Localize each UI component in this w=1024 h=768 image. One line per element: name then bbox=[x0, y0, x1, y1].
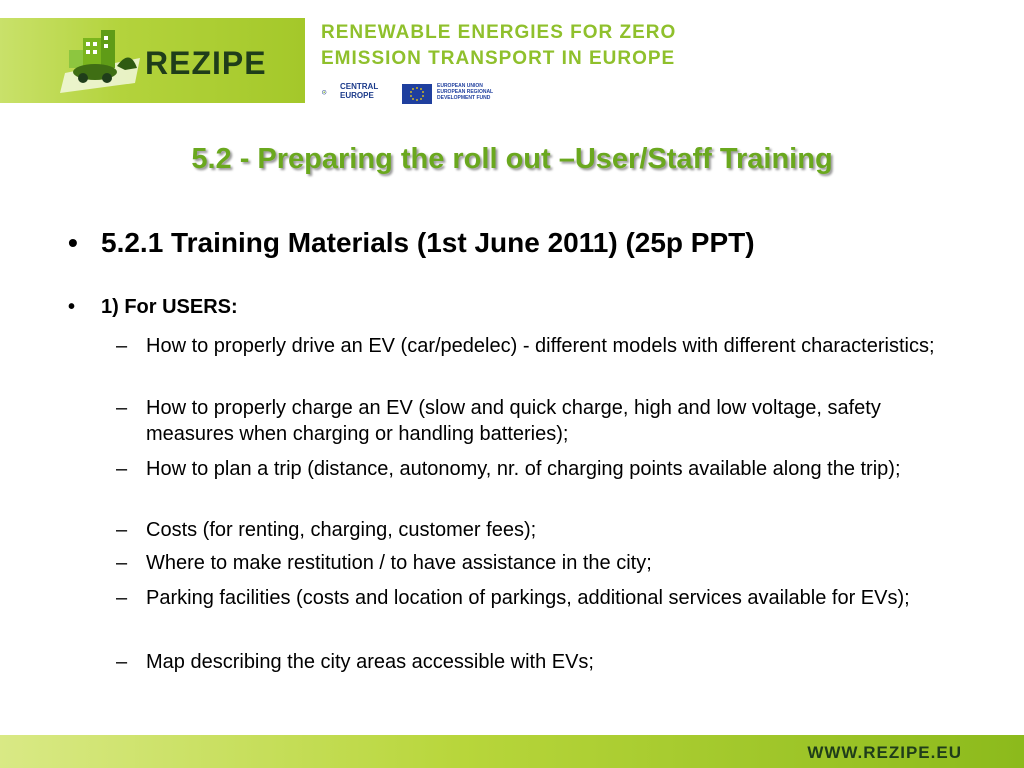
bullet-dot: • bbox=[68, 296, 76, 318]
dash-marker: – bbox=[116, 651, 128, 673]
central-europe-line1: CENTRAL bbox=[340, 82, 379, 91]
dash-marker: – bbox=[116, 335, 128, 357]
header-title-line2: EMISSION TRANSPORT IN EUROPE bbox=[321, 48, 676, 69]
header-title bbox=[321, 20, 676, 72]
bullet-text: 1) For USERS: bbox=[101, 296, 238, 318]
footer-band bbox=[0, 735, 1024, 768]
dash-marker: – bbox=[116, 397, 128, 419]
list-item-text: How to plan a trip (distance, autonomy, nr. of charging points available along the trip); bbox=[146, 458, 901, 480]
dash-marker: – bbox=[116, 552, 128, 574]
list-item-text: Parking facilities (costs and location of parkings, additional services available for EVs); bbox=[146, 587, 910, 609]
central-europe-logo-icon bbox=[322, 84, 340, 102]
eu-line1: EUROPEAN UNION bbox=[437, 83, 483, 89]
list-item-text: Where to make restitution / to have assistance in the city; bbox=[146, 552, 652, 574]
list-item-text: How to properly drive an EV (car/pedelec) - different models with different characteristics; bbox=[146, 335, 935, 357]
eu-label bbox=[437, 83, 493, 101]
eu-line2: EUROPEAN REGIONAL bbox=[437, 89, 494, 95]
list-item-text: Costs (for renting, charging, customer fees); bbox=[146, 519, 537, 541]
bullet-text: 5.2.1 Training Materials (1st June 2011) (25p PPT) bbox=[101, 227, 755, 258]
bullet-dot: • bbox=[68, 227, 78, 258]
header-title-line1: RENEWABLE ENERGIES FOR ZERO bbox=[321, 22, 677, 43]
list-item-text: How to properly charge an EV (slow and quick charge, high and low voltage, safety measures when charging or handling batteries); bbox=[146, 397, 881, 445]
dash-marker: – bbox=[116, 458, 128, 480]
eu-flag-icon bbox=[402, 84, 432, 104]
footer-url: WWW.REZIPE.EU bbox=[807, 743, 962, 762]
central-europe-line2: EUROPE bbox=[340, 91, 374, 100]
rezipe-logo-icon bbox=[55, 28, 145, 103]
dash-marker: – bbox=[116, 519, 128, 541]
slide-title: 5.2 - Preparing the roll out –User/Staff Training bbox=[191, 143, 833, 175]
logo-wordmark: REZIPE bbox=[145, 45, 267, 81]
central-europe-label bbox=[340, 82, 378, 100]
list-item-text: Map describing the city areas accessible with EVs; bbox=[146, 651, 594, 673]
dash-marker: – bbox=[116, 587, 128, 609]
eu-line3: DEVELOPMENT FUND bbox=[437, 95, 491, 101]
